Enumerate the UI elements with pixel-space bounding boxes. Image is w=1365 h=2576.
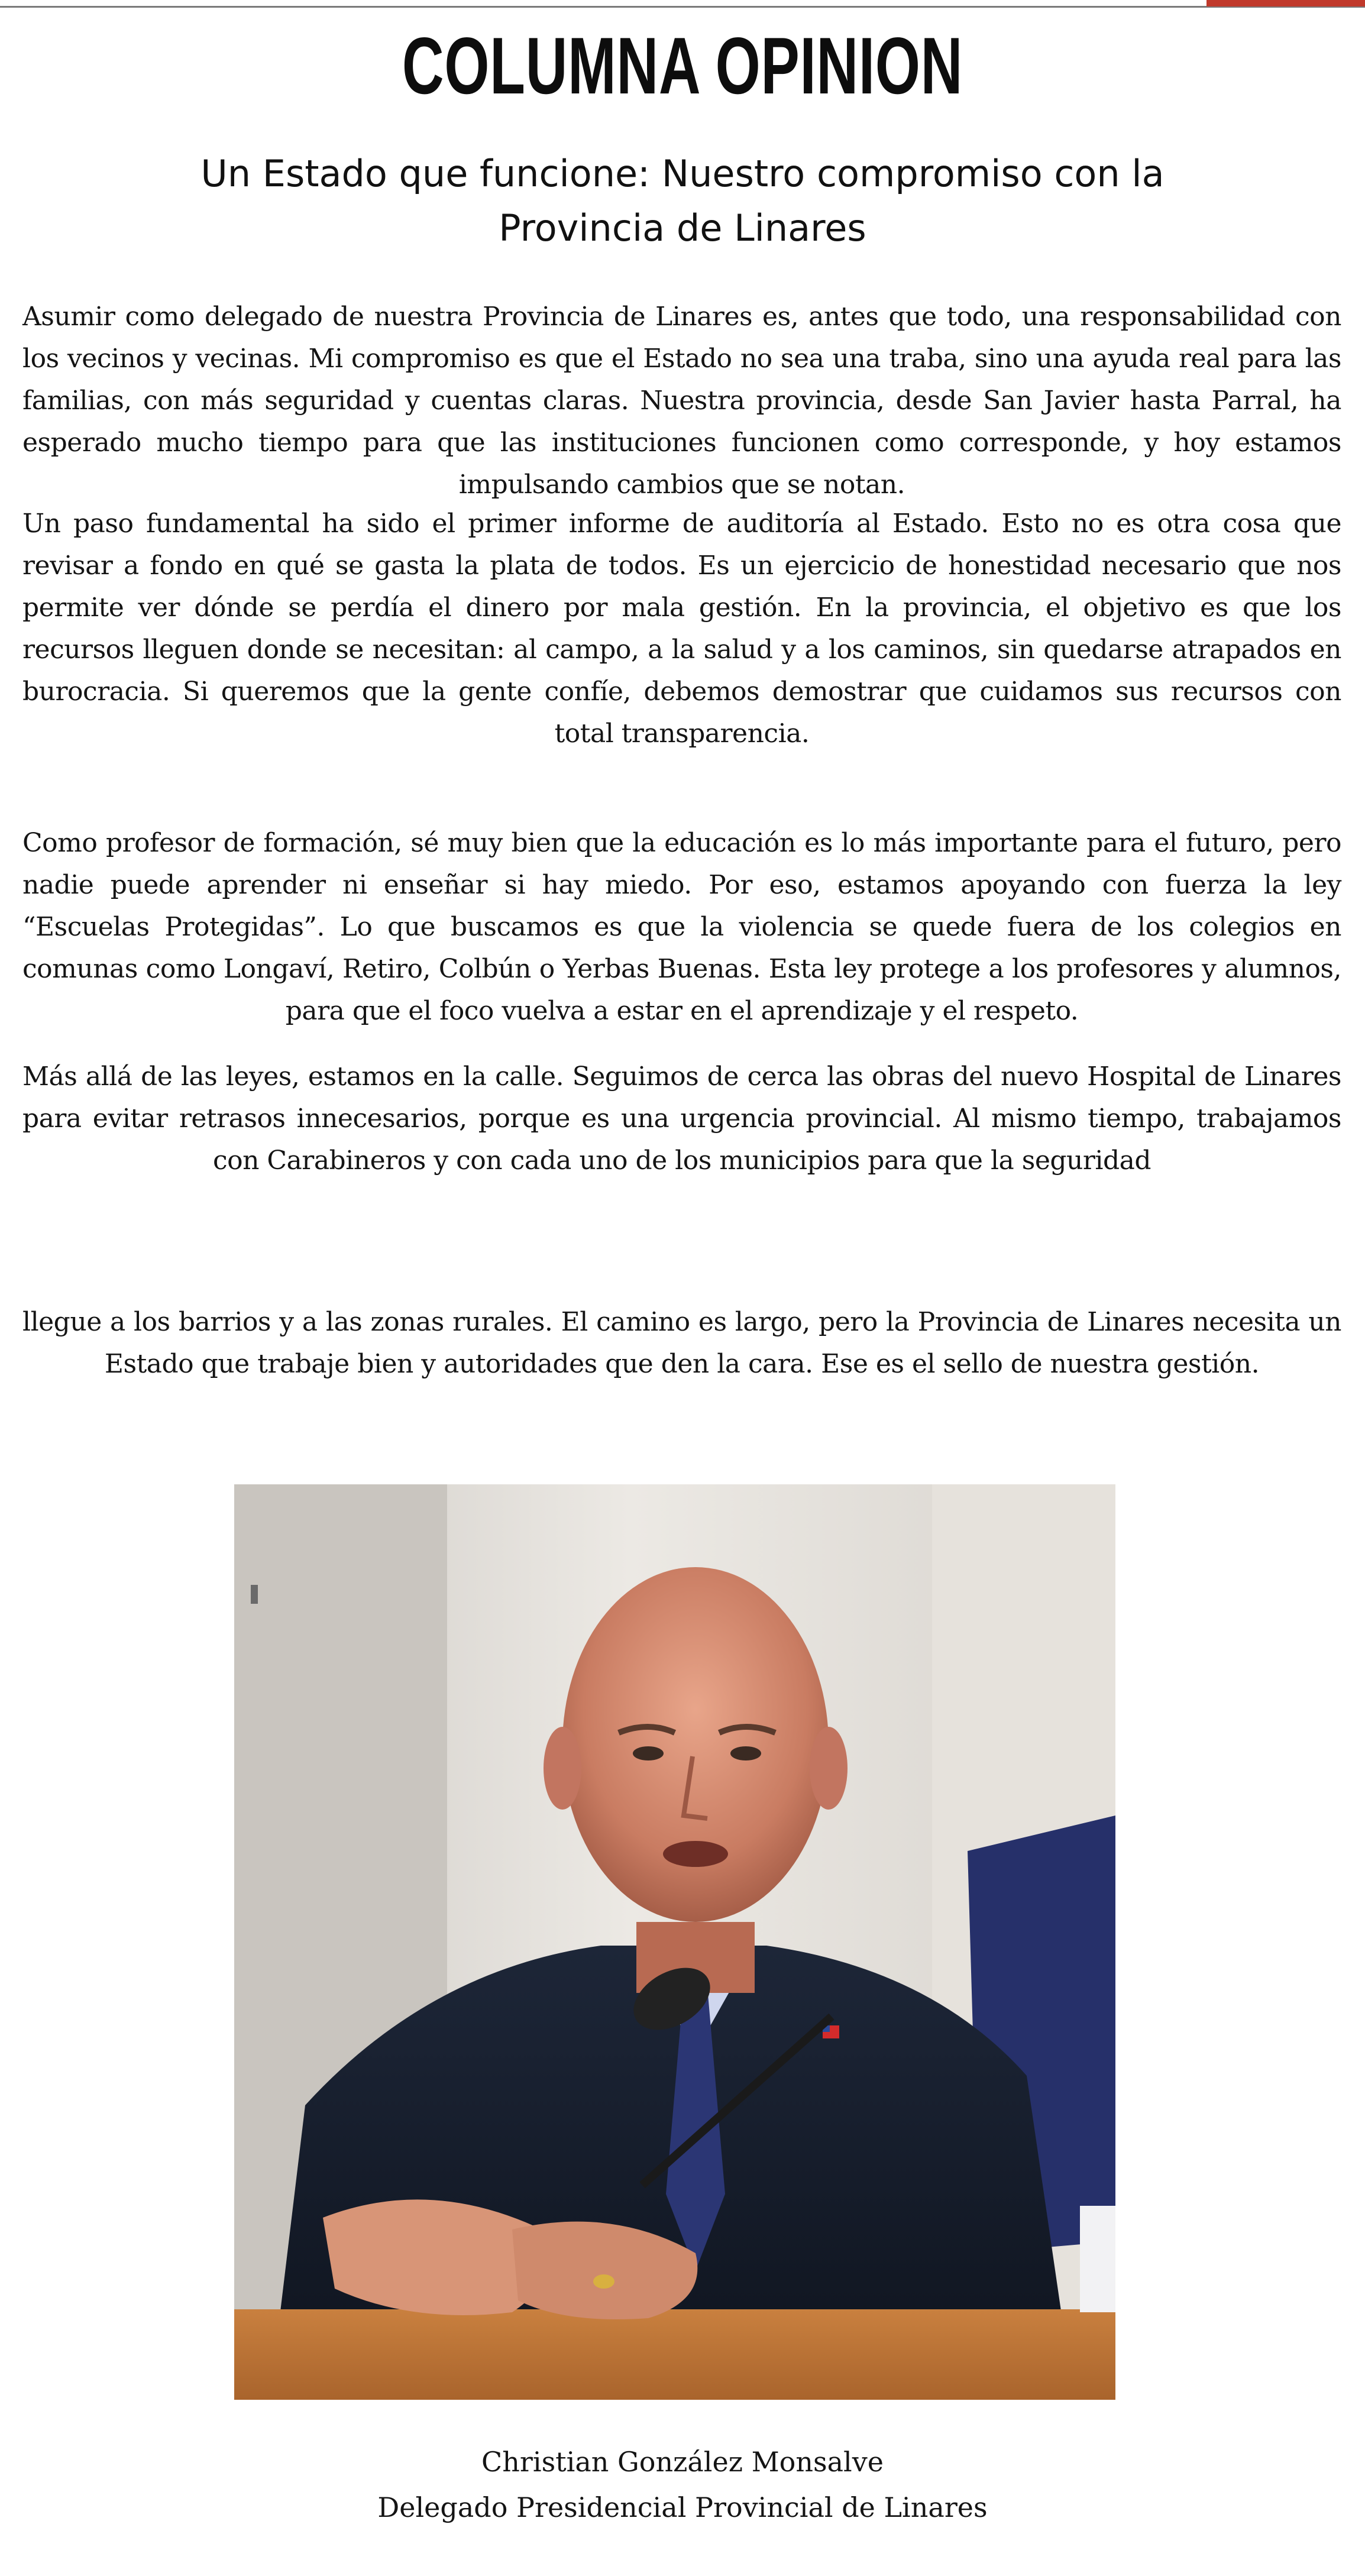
article-paragraph-1: Asumir como delegado de nuestra Provincia de Linares es, antes que todo, una responsabilidad con los vecinos y vecinas. Mi compromiso es que el Estado no sea una traba, sino una ayuda real para las familias, con más seguridad y cuentas claras. Nuestra provincia, desde San Javier hasta Parral, ha esperado mucho tiempo para que las instituciones funcionen como corresponde, y hoy estamos impulsando cambios que se notan. xyxy=(22,302,1341,500)
top-rule xyxy=(0,6,1365,8)
masthead-title: COLUMNA OPINION xyxy=(402,21,963,111)
article-headline: Un Estado que funcione: Nuestro compromiso con la Provincia de Linares xyxy=(200,152,1165,250)
author-photo xyxy=(234,1484,1115,2400)
article-paragraph-5: llegue a los barrios y a las zonas rurales. El camino es largo, pero la Provincia de Linares necesita un Estado que trabaje bien y autoridades que den la cara. Ese es el sello de nuestra gestión. xyxy=(22,1307,1341,1379)
author-name: Christian González Monsalve xyxy=(481,2446,884,2478)
article-paragraph-4: Más allá de las leyes, estamos en la calle. Seguimos de cerca las obras del nuevo Hospital de Linares para evitar retrasos innecesarios, porque es una urgencia provincial. Al mismo tiempo, trabajamos con Carabineros y con cada uno de los municipios para que la seguridad xyxy=(22,1062,1341,1176)
author-role: Delegado Presidencial Provincial de Linares xyxy=(377,2491,988,2523)
article-paragraph-3: Como profesor de formación, sé muy bien que la educación es lo más importante para el futuro, pero nadie puede aprender ni enseñar si hay miedo. Por eso, estamos apoyando con fuerza la ley “Escuelas Protegidas”. Lo que buscamos es que la violencia se quede fuera de los colegios en comunas como Longaví, Retiro, Colbún o Yerbas Buenas. Esta ley protege a los profesores y alumnos, para que el foco vuelva a estar en el aprendizaje y el respeto. xyxy=(22,828,1341,1026)
article-paragraph-2: Un paso fundamental ha sido el primer informe de auditoría al Estado. Esto no es otra cosa que revisar a fondo en qué se gasta la plata de todos. Es un ejercicio de honestidad necesario que nos permite ver dónde se perdía el dinero por mala gestión. En la provincia, el objetivo es que los recursos lleguen donde se necesitan: al campo, a la salud y a los caminos, sin quedarse atrapados en burocracia. Si queremos que la gente confíe, debemos demostrar que cuidamos sus recursos con total transparencia. xyxy=(22,509,1341,749)
top-accent-bar xyxy=(1206,0,1365,7)
